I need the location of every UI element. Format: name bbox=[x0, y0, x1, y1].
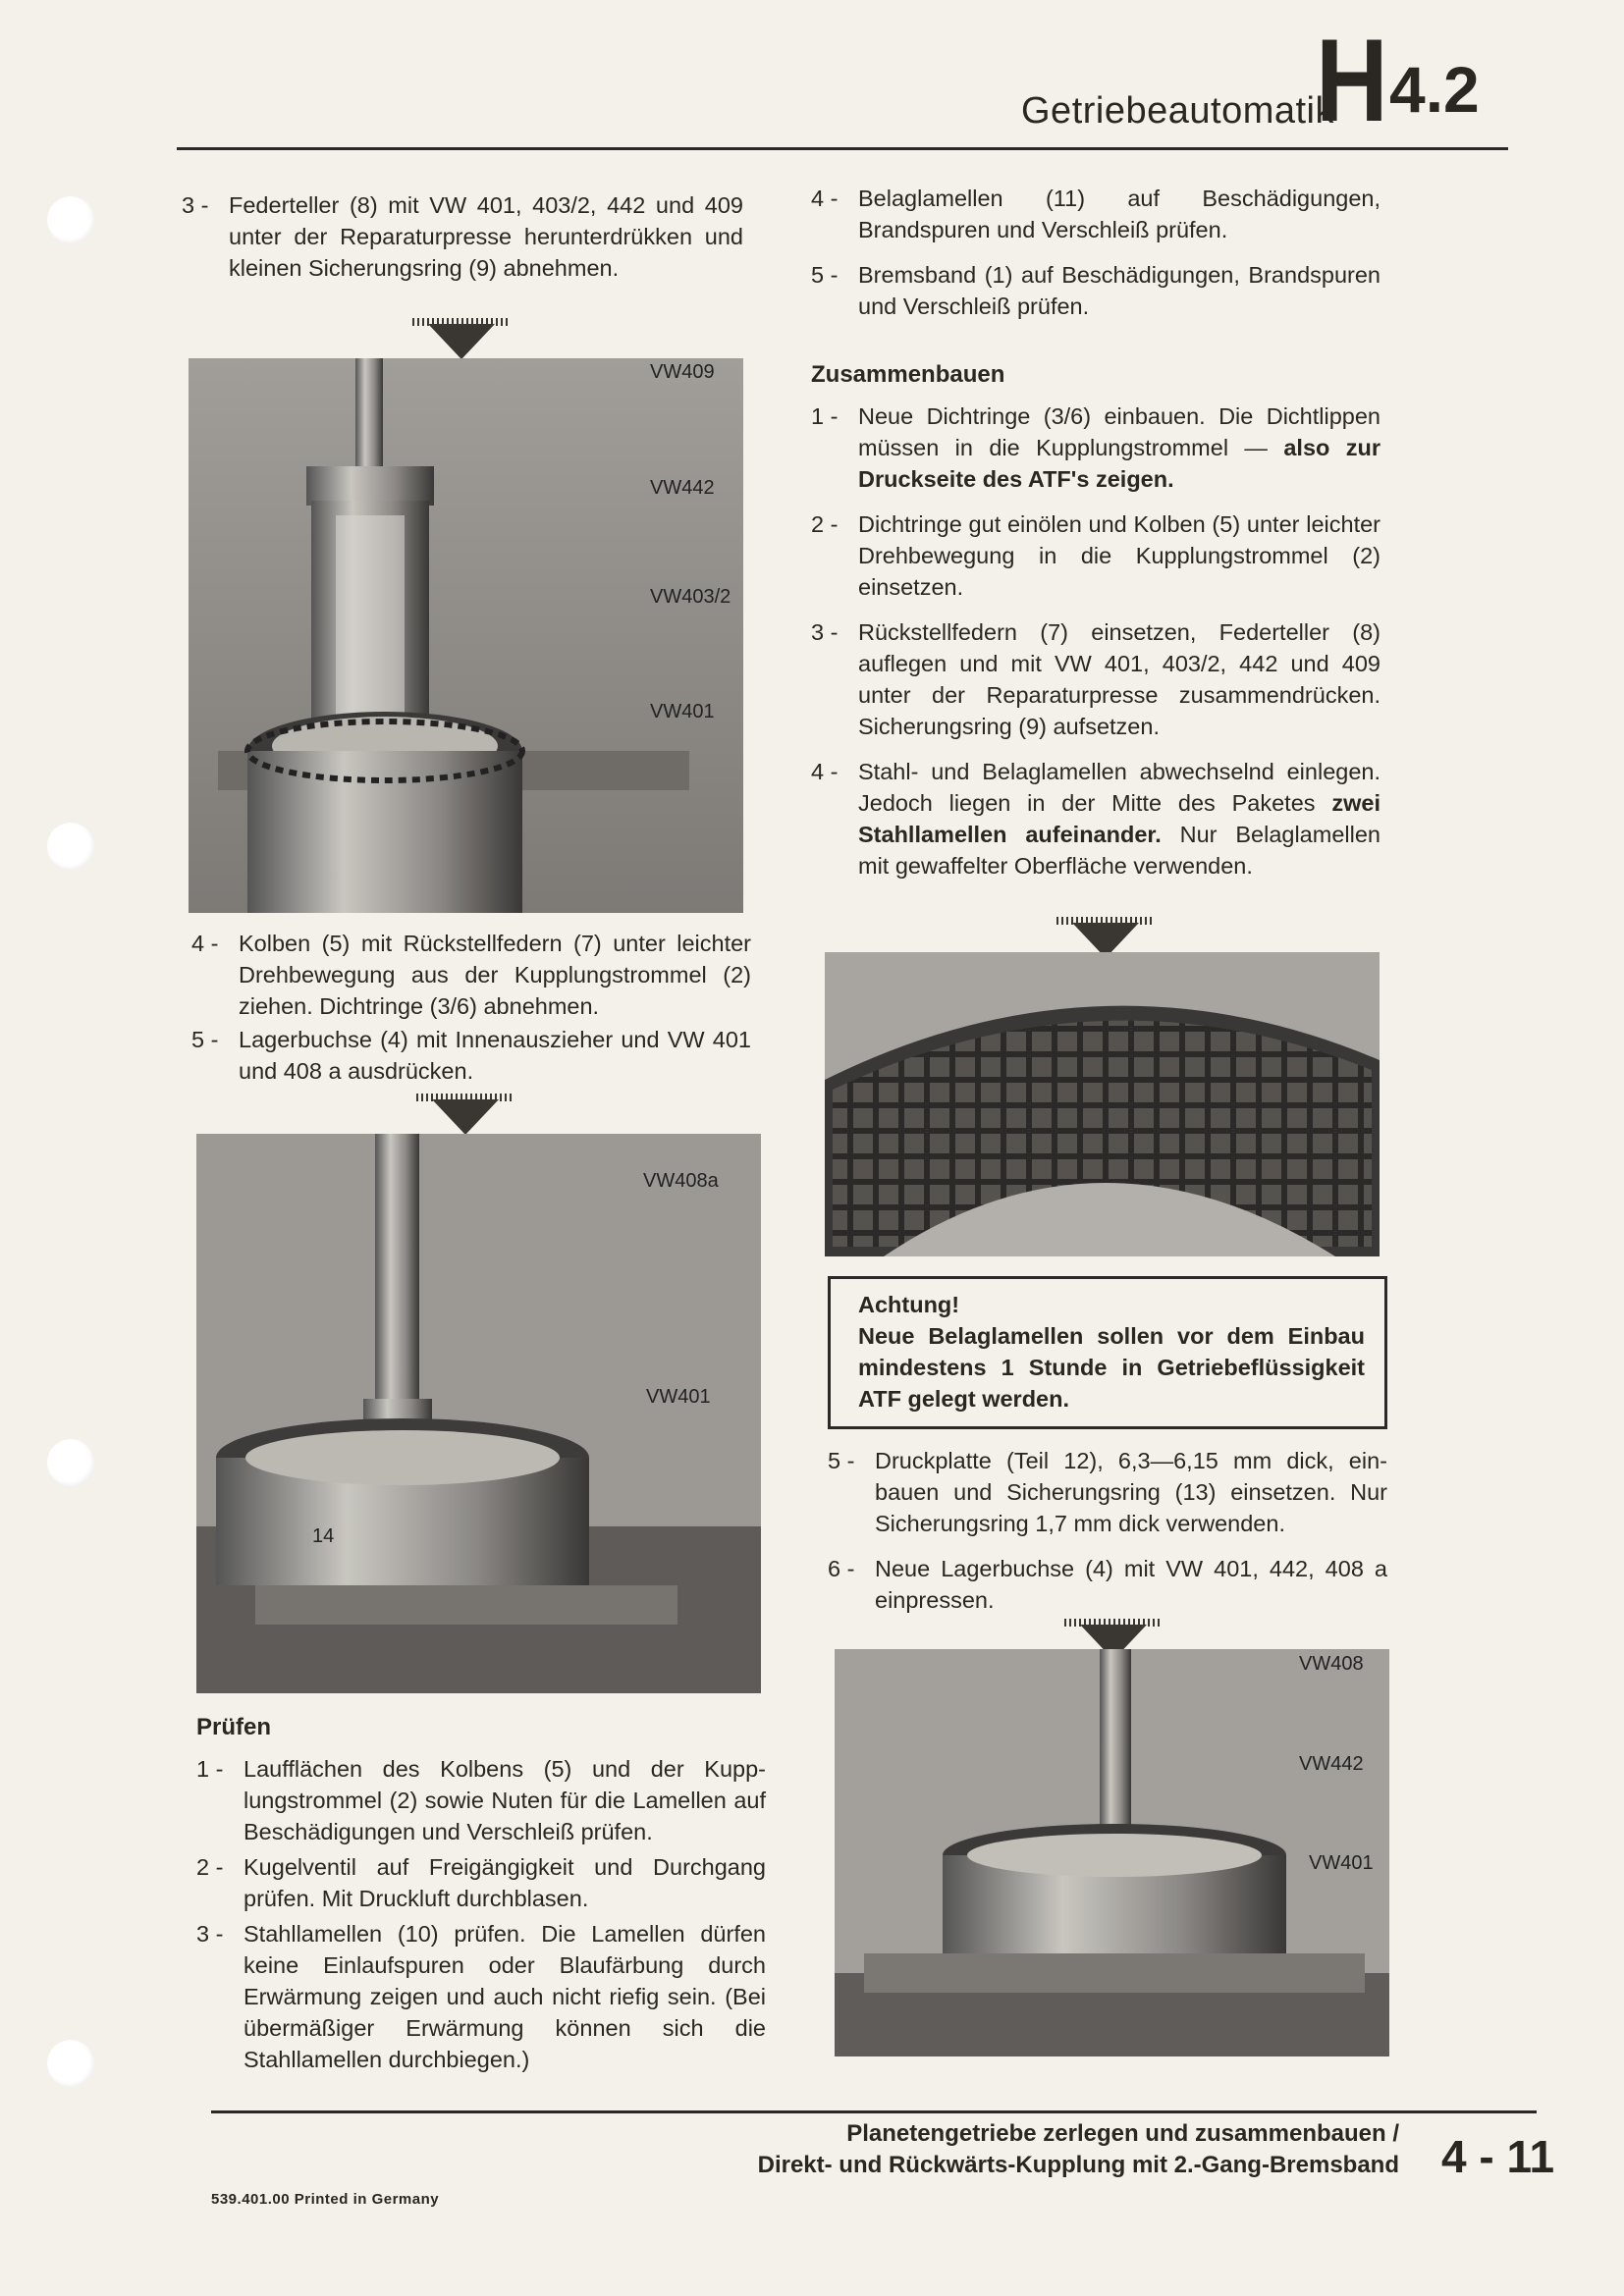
photo1-label-vw409: VW409 bbox=[650, 361, 715, 383]
photo1-label-vw442: VW442 bbox=[650, 477, 715, 499]
header-rule bbox=[177, 147, 1508, 150]
section-title: Getriebeautomatik bbox=[1021, 90, 1334, 132]
photo-friction-plate bbox=[825, 952, 1380, 1256]
left-steps-4-5 bbox=[191, 928, 751, 1100]
photo4-label-vw442: VW442 bbox=[1299, 1753, 1364, 1775]
punch-hole bbox=[47, 196, 94, 243]
group-letter: H bbox=[1316, 15, 1388, 146]
step-text: Federteller (8) mit VW 401, 403/2, 442 und 409 unter der Reparaturpresse herunterdrükken und kleinen Sicherungsring (9) abnehmen. bbox=[229, 192, 743, 281]
section-heading-zusammenbauen: Zusammenbauen bbox=[811, 361, 1005, 388]
step-number: 4 - bbox=[811, 186, 839, 211]
photo-bushing-removal bbox=[196, 1134, 761, 1693]
step-number: 5 - bbox=[811, 262, 839, 288]
warning-box bbox=[828, 1276, 1387, 1429]
step-text: Dichtringe gut einölen und Kolben (5) unter leichter Drehbewegung in die Kupplungstrommel (2) einsetzen. bbox=[858, 511, 1380, 600]
arrow-down-icon bbox=[432, 1099, 499, 1135]
photo2-label-vw401: VW401 bbox=[646, 1386, 711, 1408]
photo4-label-vw408: VW408 bbox=[1299, 1653, 1364, 1675]
photo-bushing-press-in bbox=[835, 1649, 1389, 2056]
photo2-label-vw408a: VW408a bbox=[643, 1170, 719, 1192]
step-text: Kugelventil auf Freigängigkeit und Durchgang prüfen. Mit Druckluft durchblasen. bbox=[244, 1854, 766, 1911]
step-number: 2 - bbox=[196, 1854, 224, 1880]
step-number: 6 - bbox=[828, 1556, 855, 1581]
step-number: 4 - bbox=[191, 931, 219, 956]
right-top-steps bbox=[811, 183, 1380, 895]
step-text: Stahl- und Belaglamellen abwechselnd einlegen. Jedoch liegen in der Mitte des Paketes bbox=[858, 759, 1380, 816]
footer-title-line2: Direkt- und Rückwärts-Kupplung mit 2.-Gang-Bremsband bbox=[757, 2152, 1399, 2178]
photo2-label-14: 14 bbox=[312, 1525, 335, 1547]
photo1-label-vw401: VW401 bbox=[650, 701, 715, 722]
punch-hole bbox=[47, 1439, 94, 1486]
step-text: Bremsband (1) auf Beschädigungen, Brandspuren und Verschleiß prüfen. bbox=[858, 262, 1380, 319]
photo4-label-vw401: VW401 bbox=[1309, 1852, 1374, 1874]
right-steps-5-6 bbox=[828, 1445, 1387, 1629]
print-note: 539.401.00 Printed in Germany bbox=[211, 2191, 440, 2208]
step-number: 3 - bbox=[182, 192, 209, 218]
photo1-label-vw403-2: VW403/2 bbox=[650, 586, 731, 608]
arrow-down-icon bbox=[428, 324, 495, 359]
footer-rule bbox=[211, 2110, 1537, 2113]
step-text: Kolben (5) mit Rückstellfedern (7) unter leichter Drehbewegung aus der Kupplungstrommel (2) ziehen. Dichtringe (3/6) abnehmen. bbox=[239, 931, 751, 1019]
warning-title: Achtung! bbox=[858, 1292, 960, 1317]
step-text: Druckplatte (Teil 12), 6,3—6,15 mm dick, einbauen und Sicherungsring (13) einsetzen. Nur Sicherungsring 1,7 mm dick verwenden. bbox=[875, 1448, 1387, 1536]
step-text: Belaglamellen (11) auf Beschädigungen, Brandspuren und Verschleiß prüfen. bbox=[858, 186, 1380, 242]
step-number: 4 - bbox=[811, 759, 839, 784]
footer-title-line1: Planetengetriebe zerlegen und zusammenbauen / bbox=[846, 2120, 1399, 2147]
step-number: 3 - bbox=[196, 1921, 224, 1947]
step-text: Nur Belaglamellen mit gewaffelter Oberfläche verwenden. bbox=[858, 822, 1380, 879]
step-text: Neue Dichtringe (3/6) einbauen. Die Dichtlippen müssen in die Kupplungstrommel — bbox=[858, 403, 1380, 460]
step-text: Lagerbuchse (4) mit Innenauszieher und VW 401 und 408 a ausdrücken. bbox=[239, 1027, 751, 1084]
section-heading-pruefen: Prüfen bbox=[196, 1714, 272, 1740]
pruefen-section bbox=[196, 1708, 766, 2089]
step-text: Stahllamellen (10) prüfen. Die Lamellen dürfen keine Einlaufspuren oder Blaufärbung durch Erwärmung zeigen und auch nicht riefig sein. (Bei übermäßiger Erwärmung können sich die Stahllamellen durchbiegen.) bbox=[244, 1921, 766, 2072]
warning-text: Neue Belaglamellen sollen vor dem Einbau mindestens 1 Stunde in Getriebeflüssigkeit ATF gelegt werden. bbox=[858, 1323, 1365, 1412]
page-number: 4 - 11 bbox=[1441, 2131, 1555, 2182]
step-number: 5 - bbox=[191, 1027, 219, 1052]
step-number: 5 - bbox=[828, 1448, 855, 1473]
footer-title bbox=[687, 2118, 1399, 2181]
step-number: 2 - bbox=[811, 511, 839, 537]
step-emphasis: also zur Druckseite des ATF's zeigen. bbox=[858, 435, 1381, 492]
step-number: 1 - bbox=[196, 1756, 224, 1782]
step-text: Neue Lagerbuchse (4) mit VW 401, 442, 408 a einpressen. bbox=[875, 1556, 1387, 1613]
photo-press-piston-removal bbox=[189, 358, 743, 913]
group-number: 4.2 bbox=[1389, 53, 1480, 126]
punch-hole bbox=[47, 2040, 94, 2087]
step-number: 1 - bbox=[811, 403, 839, 429]
punch-hole bbox=[47, 823, 94, 870]
step-emphasis: zwei Stahllamellen aufeinander. bbox=[858, 790, 1380, 847]
step-text: Laufflächen des Kolbens (5) und der Kupplungstrommel (2) sowie Nuten für die Lamellen auf Beschädigungen und Verschleiß prüfen. bbox=[244, 1756, 766, 1844]
step-number: 3 - bbox=[811, 619, 839, 645]
step-text: Rückstellfedern (7) einsetzen, Federteller (8) auflegen und mit VW 401, 403/2, 442 und 409 unter der Reparaturpresse zusammendrücken. Sicherungsring (9) aufsetzen. bbox=[858, 619, 1380, 739]
left-step-3 bbox=[182, 189, 743, 297]
